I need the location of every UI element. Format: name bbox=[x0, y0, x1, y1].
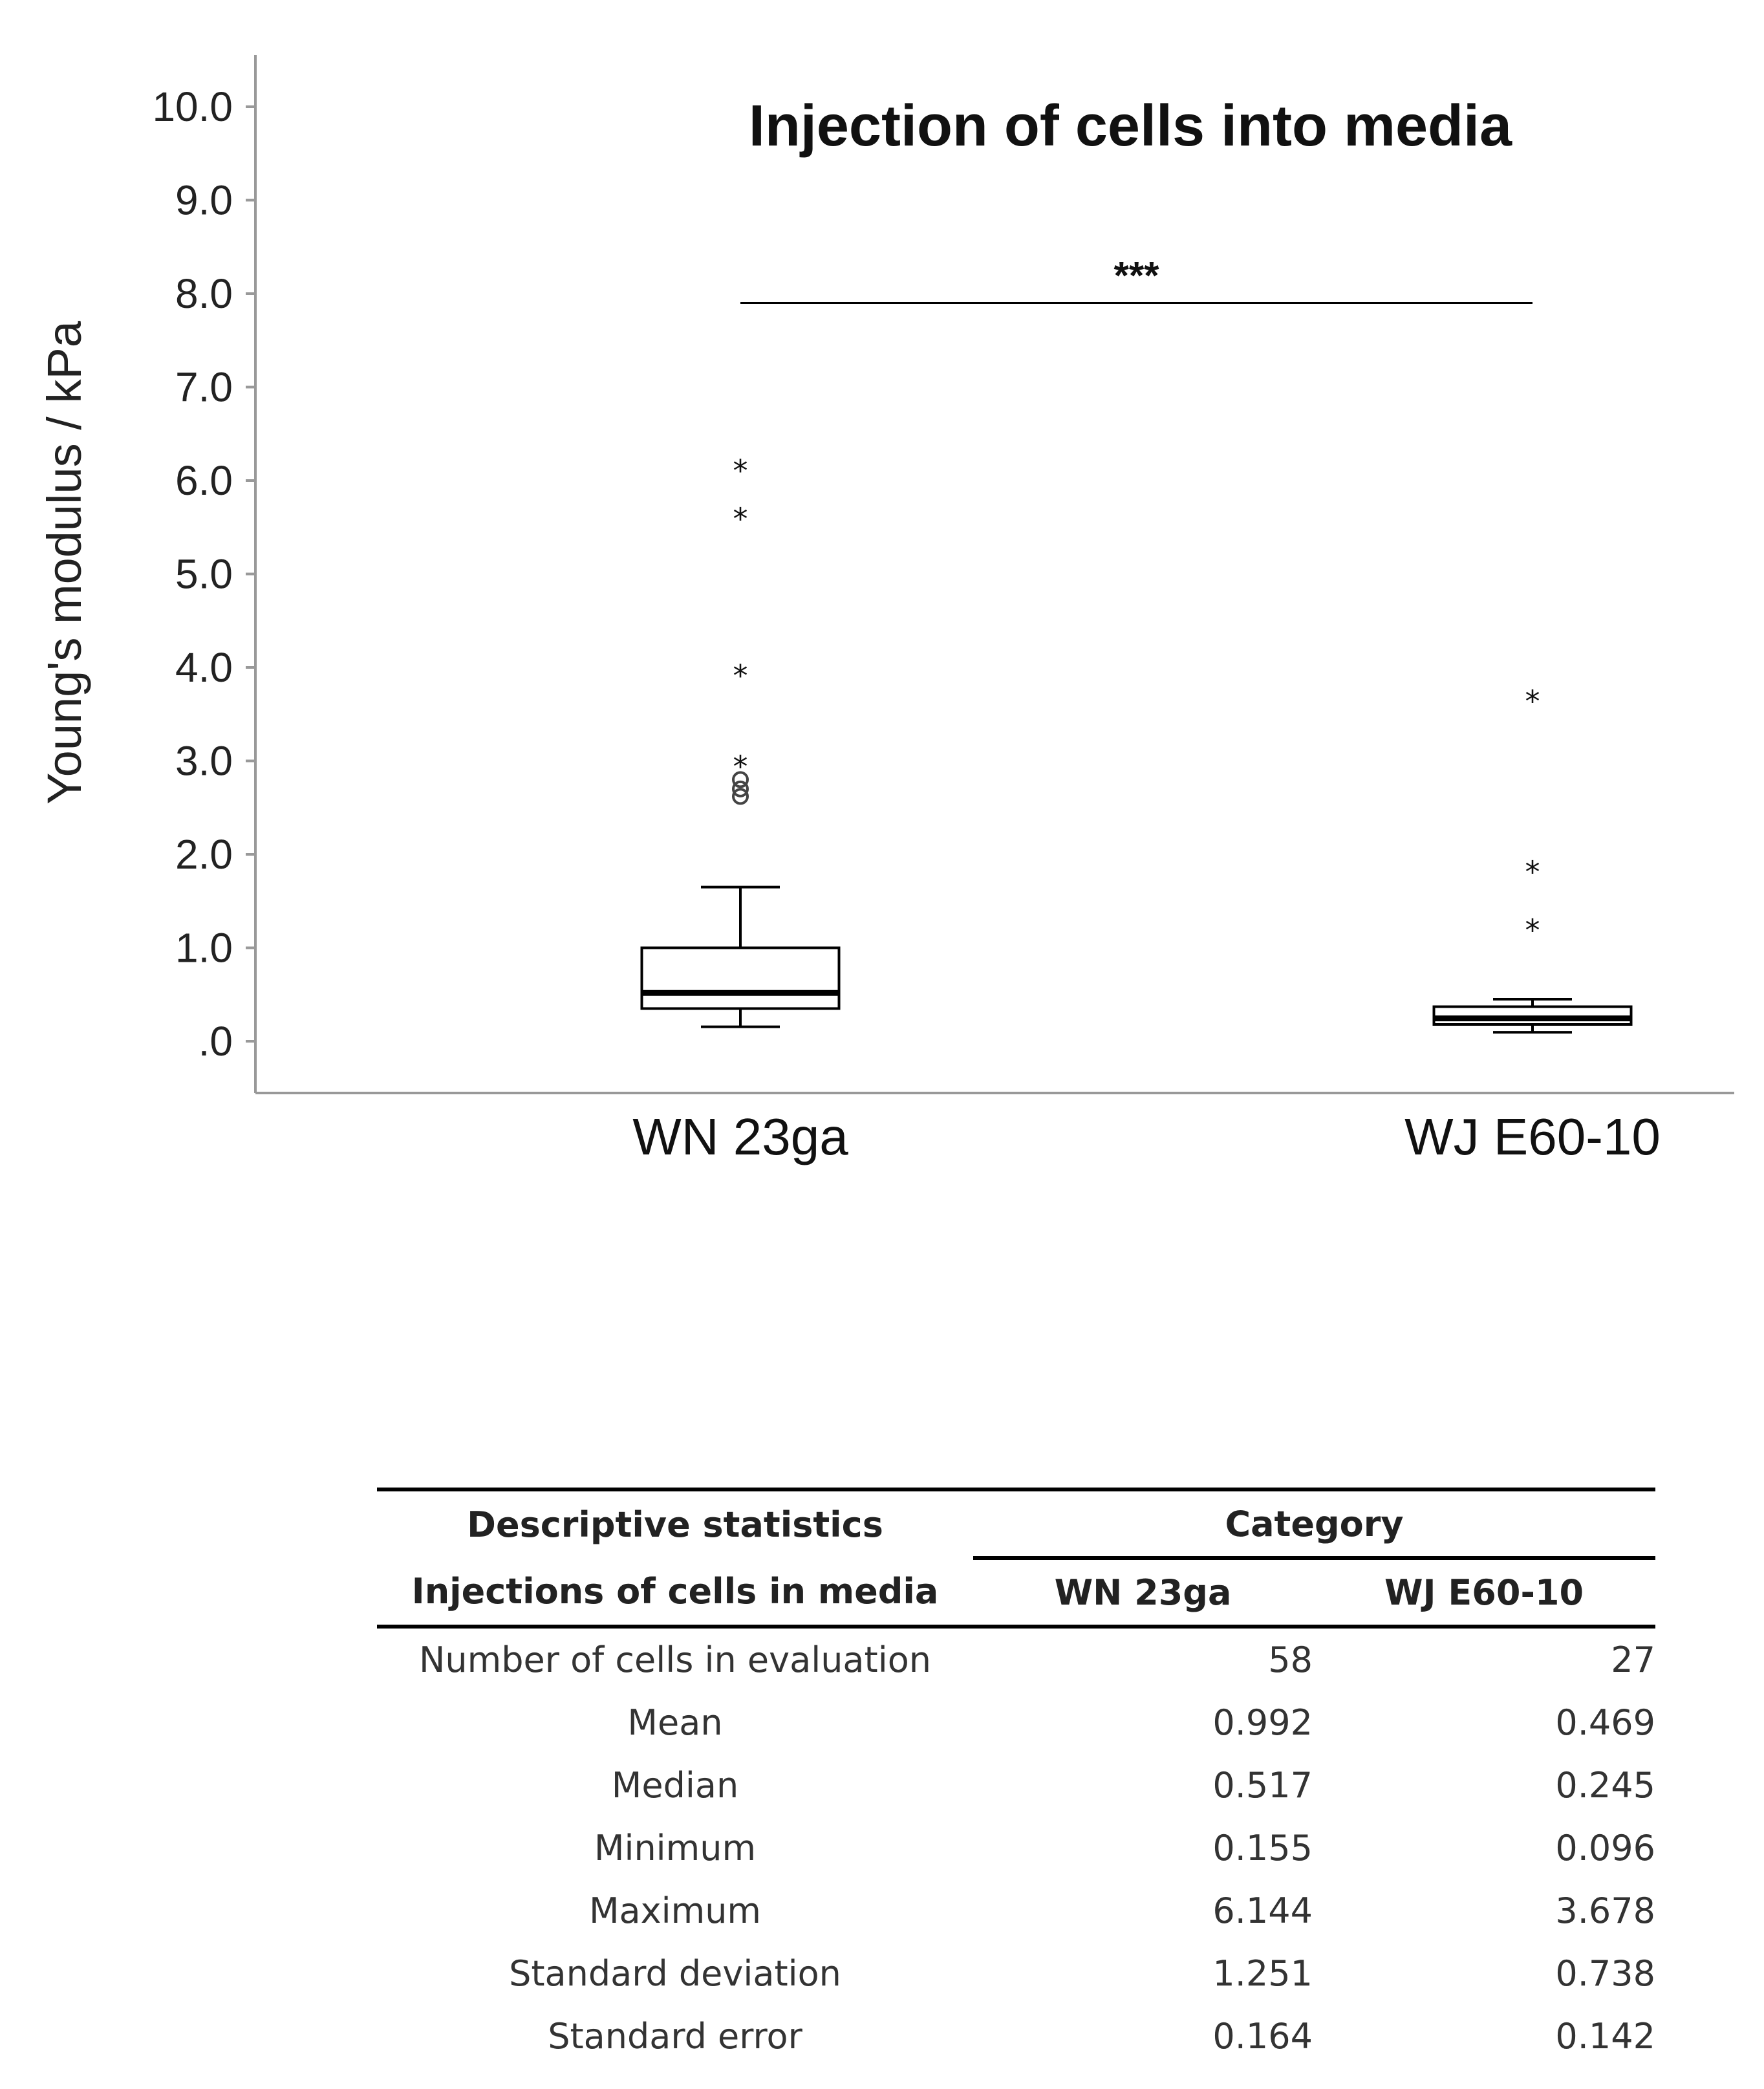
cell-wje6010: 0.142 bbox=[1555, 2016, 1655, 2057]
y-axis-label: Young's modulus / kPa bbox=[38, 321, 91, 805]
table-col-header-wn23ga: WN 23ga bbox=[973, 1558, 1313, 1627]
descriptive-statistics-table bbox=[377, 1488, 1655, 2068]
cell-wje6010: 0.245 bbox=[1555, 1765, 1655, 1806]
x-axis-categories bbox=[632, 1108, 1661, 1165]
y-tick-label: 5.0 bbox=[175, 550, 233, 598]
cell-wje6010: 27 bbox=[1611, 1640, 1655, 1680]
box-iqr bbox=[642, 948, 839, 1009]
cell-wn23ga: 0.164 bbox=[1212, 2016, 1313, 2057]
outlier-star: * bbox=[733, 749, 748, 785]
outlier-star: * bbox=[733, 501, 748, 537]
outlier-star: * bbox=[1525, 854, 1540, 890]
cell-wn23ga: 58 bbox=[1268, 1640, 1313, 1680]
table-header-subtitle: Injections of cells in media bbox=[377, 1558, 973, 1627]
row-label: Median bbox=[611, 1765, 739, 1806]
table-row bbox=[377, 1817, 1655, 1879]
outlier-star: * bbox=[733, 658, 748, 694]
table-col-header-wje6010: WJ E60-10 bbox=[1313, 1558, 1655, 1627]
outlier-star: * bbox=[1525, 684, 1540, 719]
table-row bbox=[377, 1691, 1655, 1754]
y-tick-label: 10.0 bbox=[152, 83, 233, 130]
table-body bbox=[377, 1627, 1655, 2068]
cell-wn23ga: 0.155 bbox=[1212, 1828, 1313, 1868]
y-tick-label: 4.0 bbox=[175, 644, 233, 691]
box-group bbox=[642, 453, 1631, 1032]
row-label: Number of cells in evaluation bbox=[419, 1640, 931, 1680]
box-wje6010 bbox=[1434, 684, 1631, 1033]
y-axis-ticks bbox=[152, 83, 255, 1065]
table-header-title: Descriptive statistics bbox=[377, 1489, 973, 1558]
row-label: Maximum bbox=[588, 1890, 762, 1931]
row-label: Minimum bbox=[594, 1828, 757, 1868]
x-category-label: WN 23ga bbox=[632, 1108, 848, 1165]
cell-wje6010: 0.738 bbox=[1555, 1953, 1655, 1994]
cell-wn23ga: 0.517 bbox=[1212, 1765, 1313, 1806]
row-label: Mean bbox=[627, 1702, 723, 1743]
row-label: Standard error bbox=[548, 2016, 802, 2057]
table-row bbox=[377, 1942, 1655, 2005]
table-header-category: Category bbox=[973, 1489, 1655, 1558]
box-wn23ga bbox=[642, 453, 839, 1026]
table-row bbox=[377, 1627, 1655, 1691]
chart-title: Injection of cells into media bbox=[748, 94, 1512, 158]
y-tick-label: 2.0 bbox=[175, 831, 233, 878]
row-label: Standard deviation bbox=[509, 1953, 841, 1994]
cell-wn23ga: 6.144 bbox=[1212, 1890, 1313, 1931]
y-tick-label: .0 bbox=[198, 1018, 233, 1065]
table-row bbox=[377, 1754, 1655, 1817]
x-category-label: WJ E60-10 bbox=[1404, 1108, 1661, 1165]
y-tick-label: 7.0 bbox=[175, 363, 233, 411]
y-tick-label: 6.0 bbox=[175, 457, 233, 504]
outlier-star: * bbox=[733, 453, 748, 489]
y-tick-label: 3.0 bbox=[175, 737, 233, 785]
y-tick-label: 1.0 bbox=[175, 924, 233, 971]
y-tick-label: 8.0 bbox=[175, 270, 233, 317]
outlier-star: * bbox=[1525, 913, 1540, 948]
table-row bbox=[377, 1879, 1655, 1942]
cell-wje6010: 0.096 bbox=[1555, 1828, 1655, 1868]
cell-wn23ga: 0.992 bbox=[1212, 1702, 1313, 1743]
cell-wje6010: 3.678 bbox=[1555, 1890, 1655, 1931]
significance-label: *** bbox=[1113, 254, 1159, 298]
significance-annotation bbox=[740, 254, 1533, 303]
table-row bbox=[377, 2005, 1655, 2068]
cell-wje6010: 0.469 bbox=[1555, 1702, 1655, 1743]
y-tick-label: 9.0 bbox=[175, 177, 233, 224]
cell-wn23ga: 1.251 bbox=[1212, 1953, 1313, 1994]
